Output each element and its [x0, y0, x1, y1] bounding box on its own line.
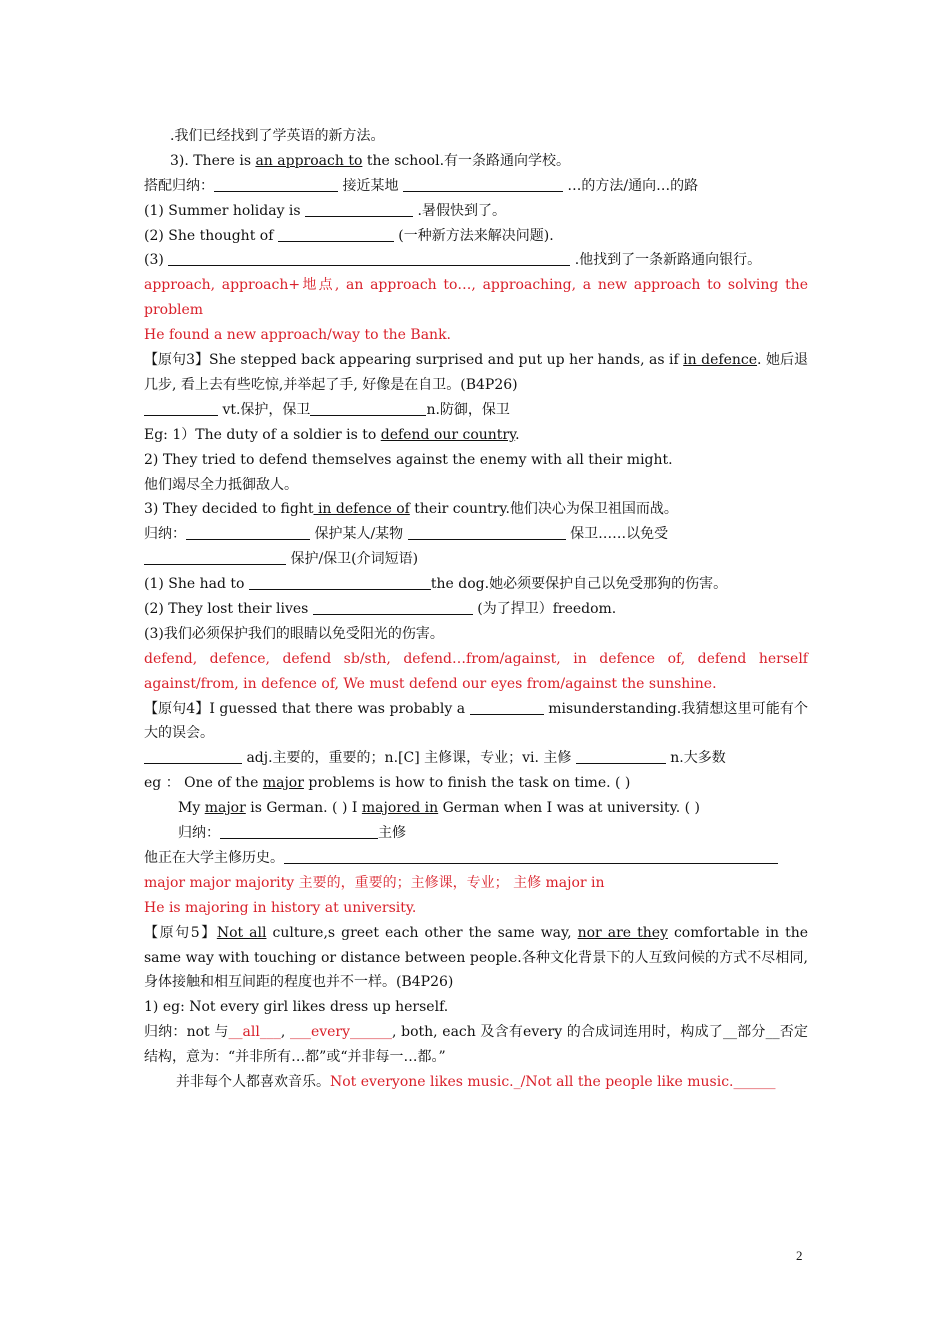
text: (为了捍卫）freedom. — [472, 600, 617, 617]
line-18 — [144, 597, 808, 622]
answer-2: He found a new approach/way to the Bank. — [144, 327, 452, 344]
underlined-phrase: majored in — [361, 800, 439, 817]
text: 保卫……以免受 — [565, 526, 669, 543]
text: 他正在大学主修历史。 — [144, 850, 284, 866]
underlined-phrase: an approach to — [255, 152, 363, 169]
text: (2) They lost their lives — [144, 600, 313, 617]
text: problems is how to finish the task on time. ( ) — [303, 775, 631, 792]
text: 保护/保卫(介词短语) — [286, 551, 419, 568]
line-22 — [144, 746, 808, 771]
text: vt.保护，保卫 — [218, 401, 311, 418]
blank — [249, 574, 431, 590]
line-30: 1) eg: Not every girl likes dress up herself. — [144, 999, 449, 1016]
blank — [313, 599, 473, 615]
blank — [470, 699, 544, 715]
line-24 — [144, 796, 808, 821]
text: is German. ( ) I — [245, 800, 362, 817]
answer-every: ___every______ — [289, 1024, 393, 1041]
text: 【原句5】 — [144, 924, 217, 941]
text: . 她后退几步, 看上去有些吃惊,并举起了手, 好像是在自卫。(B4P26) — [144, 352, 809, 393]
line-17 — [144, 572, 808, 597]
line-15 — [144, 522, 808, 547]
text: Eg: 1）The duty of a soldier is to — [144, 426, 381, 443]
text: (2) She thought of — [144, 227, 278, 244]
line-3 — [144, 174, 808, 199]
text: (1) She had to — [144, 576, 249, 593]
underlined-word: major — [262, 775, 304, 792]
text: eg ： One of the — [144, 775, 263, 792]
answer-1: approach, approach+地点, an approach to…, approaching, a new approach to solving the problem — [144, 277, 808, 319]
answer-all: __all___ — [228, 1024, 281, 1041]
text: German when I was at university. ( ) — [438, 800, 700, 817]
text: 搭配归纳： — [144, 177, 214, 194]
text: (1) Summer holiday is — [144, 202, 306, 219]
text: 主修 — [378, 825, 406, 842]
underlined-phrase: defend our country — [380, 426, 516, 443]
line-19: (3)我们必须保护我们的眼睛以免受阳光的伤害。 — [144, 625, 444, 642]
underlined-phrase: Not all — [216, 924, 267, 941]
line-10 — [144, 398, 808, 423]
line-6 — [144, 248, 808, 273]
answer-5: He is majoring in history at university. — [144, 899, 417, 916]
blank — [576, 748, 666, 764]
text: My — [178, 800, 205, 817]
line-11 — [144, 423, 808, 448]
text: . — [515, 426, 520, 443]
text: 归纳：not 与 — [144, 1024, 229, 1041]
line-13: 他们竭尽全力抵御敌人。 — [144, 476, 298, 493]
original-sentence-4 — [144, 697, 808, 747]
line-23 — [144, 771, 808, 796]
text: 3). There is — [170, 152, 256, 169]
blank — [144, 549, 286, 565]
text: adj.主要的，重要的；n.[C] 主修课，专业；vi. 主修 — [242, 750, 576, 767]
blank — [278, 226, 394, 242]
answer-4: major major majority 主要的，重要的；主修课，专业； 主修 major in — [144, 874, 605, 891]
text: culture,s greet each other the same way, — [266, 924, 578, 941]
underlined-phrase: nor are they — [577, 924, 668, 941]
underlined-phrase: in defence — [683, 352, 758, 369]
underlined-word: major — [204, 800, 246, 817]
text: , both, each 及含有every 的合成词连用时，构成了__部分__否定结构，意为：“并非所有…都”或“并非每一…都。” — [144, 1024, 808, 1066]
line-12: 2) They tried to defend themselves against the enemy with all their might. — [144, 451, 673, 468]
blank — [310, 400, 426, 416]
text: …的方法/通向…的路 — [562, 177, 699, 194]
text: n.大多数 — [665, 750, 726, 767]
line-26 — [144, 846, 808, 871]
text: n.防御，保卫 — [426, 401, 510, 418]
original-sentence-3 — [144, 348, 808, 398]
blank — [144, 400, 218, 416]
blank — [403, 176, 563, 192]
blank — [220, 823, 378, 839]
page-number: 2 — [796, 1248, 803, 1263]
text: 【原句3】She stepped back appearing surprised and put up her hands, as if — [144, 352, 684, 369]
blank — [284, 848, 778, 864]
answer-3: defend, defence, defend sb/sth, defend…from/against, in defence of, defend herself against/from, in defence of, We must defend our eyes from/against the sunshine. — [144, 650, 808, 692]
text: the dog.她必须要保护自己以免受那狗的伤害。 — [430, 576, 728, 593]
blank — [214, 176, 338, 192]
line-1: .我们已经找到了学英语的新方法。 — [170, 128, 385, 144]
line-25 — [144, 821, 808, 846]
blank — [168, 250, 570, 266]
answer-6: Not everyone likes music._/Not all the people like music.______ — [330, 1074, 776, 1091]
text: 3) They decided to fight — [144, 501, 314, 518]
original-sentence-5 — [144, 921, 808, 996]
text: (3) — [144, 252, 169, 269]
line-4 — [144, 199, 808, 224]
text: .暑假快到了。 — [413, 202, 506, 219]
blank — [186, 524, 310, 540]
text: 归纳： — [178, 825, 220, 842]
line-32 — [144, 1070, 808, 1095]
blank — [305, 201, 413, 217]
text: their country.他们决心为保卫祖国而战。 — [409, 501, 678, 518]
text: (一种新方法来解决问题). — [393, 227, 554, 244]
text: comfortable in the same way with touching or distance between people.各种文化背景下的人互致问候的方式不尽相同, 身体接触和相互间距的程度也并不一样。(B4P26) — [144, 924, 808, 991]
underlined-phrase: in defence of — [313, 501, 410, 518]
text: 并非每个人都喜欢音乐。 — [176, 1074, 330, 1091]
line-2 — [144, 149, 808, 174]
line-5 — [144, 224, 808, 249]
text: 保护某人/某物 — [310, 526, 408, 543]
line-31 — [144, 1020, 808, 1070]
blank — [408, 524, 566, 540]
text: misunderstanding.我猜想这里可能有个大的误会。 — [144, 700, 808, 742]
document-body — [144, 124, 808, 1095]
line-14 — [144, 497, 808, 522]
line-16 — [144, 547, 808, 572]
text: 接近某地 — [338, 177, 403, 194]
text: the school.有一条路通向学校。 — [362, 152, 571, 169]
blank — [144, 748, 242, 764]
text: , — [280, 1024, 290, 1041]
text: .他找到了一条新路通向银行。 — [570, 252, 762, 269]
text: 【原句4】I guessed that there was probably a — [144, 700, 470, 717]
text: 归纳： — [144, 526, 186, 543]
